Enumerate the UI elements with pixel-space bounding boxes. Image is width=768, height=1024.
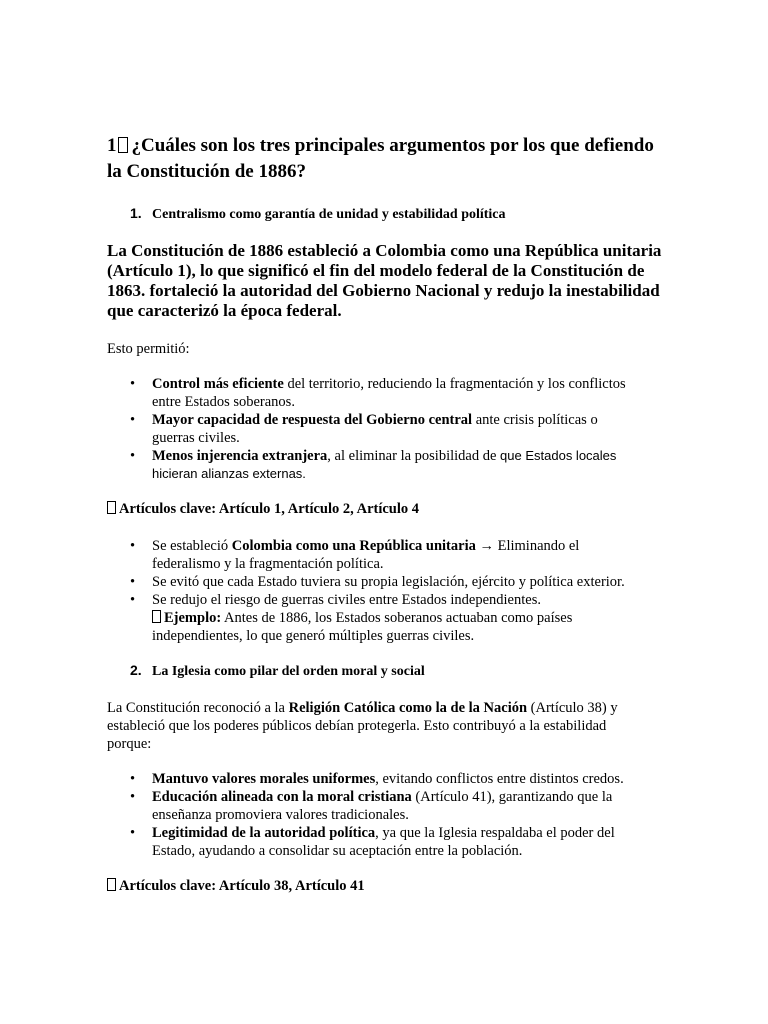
list-item: • Se evitó que cada Estado tuviera su propia legislación, ejército y política exterior.	[152, 573, 632, 591]
section-heading-text: La Iglesia como pilar del orden moral y social	[152, 664, 425, 679]
section-number: 2.	[130, 662, 142, 678]
key-articles-1: Artículos clave: Artículo 1, Artículo 2, Artículo 4	[107, 501, 419, 518]
list-item: • Se estableció Colombia como una República unitaria → Eliminando el federalismo y la fragmentación política.	[152, 537, 632, 573]
missing-glyph-icon	[118, 137, 128, 153]
section-paragraph: La Constitución reconoció a la Religión Católica como la de la Nación (Artículo 38) y estableció que los poderes públicos debían protegerla. Esto contribuyó a la estabilidad porque:	[107, 700, 618, 752]
missing-glyph-icon	[152, 610, 161, 623]
key-articles-2: Artículos clave: Artículo 38, Artículo 41	[107, 878, 365, 895]
missing-glyph-icon	[107, 501, 116, 514]
list-item: • Mantuvo valores morales uniformes, evitando conflictos entre distintos credos.	[152, 770, 632, 788]
section-number: 1.	[130, 205, 142, 221]
section-heading-2	[130, 662, 425, 680]
bullet-list-1	[152, 375, 632, 483]
section-heading-text: Centralismo como garantía de unidad y estabilidad política	[152, 207, 506, 222]
title-number: 1	[107, 135, 117, 156]
bullet-list-3	[152, 770, 632, 860]
section-intro: La Constitución de 1886 estableció a Colombia como una República unitaria (Artículo 1), lo que significó el fin del modelo federal de la Constitución de 1863. fortaleció la autoridad del Gobierno Nacional y redujo la inestabilidad que caracterizó la época federal.	[107, 241, 662, 320]
title-text: ¿Cuáles son los tres principales argumentos por los que defiendo la Constitución de 1886?	[107, 135, 654, 182]
list-item: • Mayor capacidad de respuesta del Gobierno central ante crisis políticas o guerras civiles.	[152, 411, 632, 447]
section-heading-1	[130, 205, 506, 223]
list-item: • Educación alineada con la moral cristiana (Artículo 41), garantizando que la enseñanza promoviera valores tradicionales.	[152, 788, 632, 824]
list-item: • Se redujo el riesgo de guerras civiles entre Estados independientes. Ejemplo: Antes de 1886, los Estados soberanos actuaban como países independientes, lo que generó múltiples guerras civiles.	[152, 591, 632, 645]
page-title	[107, 133, 667, 185]
list-item: • Menos injerencia extranjera, al eliminar la posibilidad de que Estados locales hicieran alianzas externas.	[152, 447, 632, 483]
list-item: • Legitimidad de la autoridad política, ya que la Iglesia respaldaba el poder del Estado, ayudando a consolidar su aceptación entre la población.	[152, 824, 632, 860]
list-item: • Control más eficiente del territorio, reduciendo la fragmentación y los conflictos entre Estados soberanos.	[152, 375, 632, 411]
bullet-list-2	[152, 537, 632, 645]
lead-text: Esto permitió:	[107, 341, 190, 357]
missing-glyph-icon	[107, 878, 116, 891]
